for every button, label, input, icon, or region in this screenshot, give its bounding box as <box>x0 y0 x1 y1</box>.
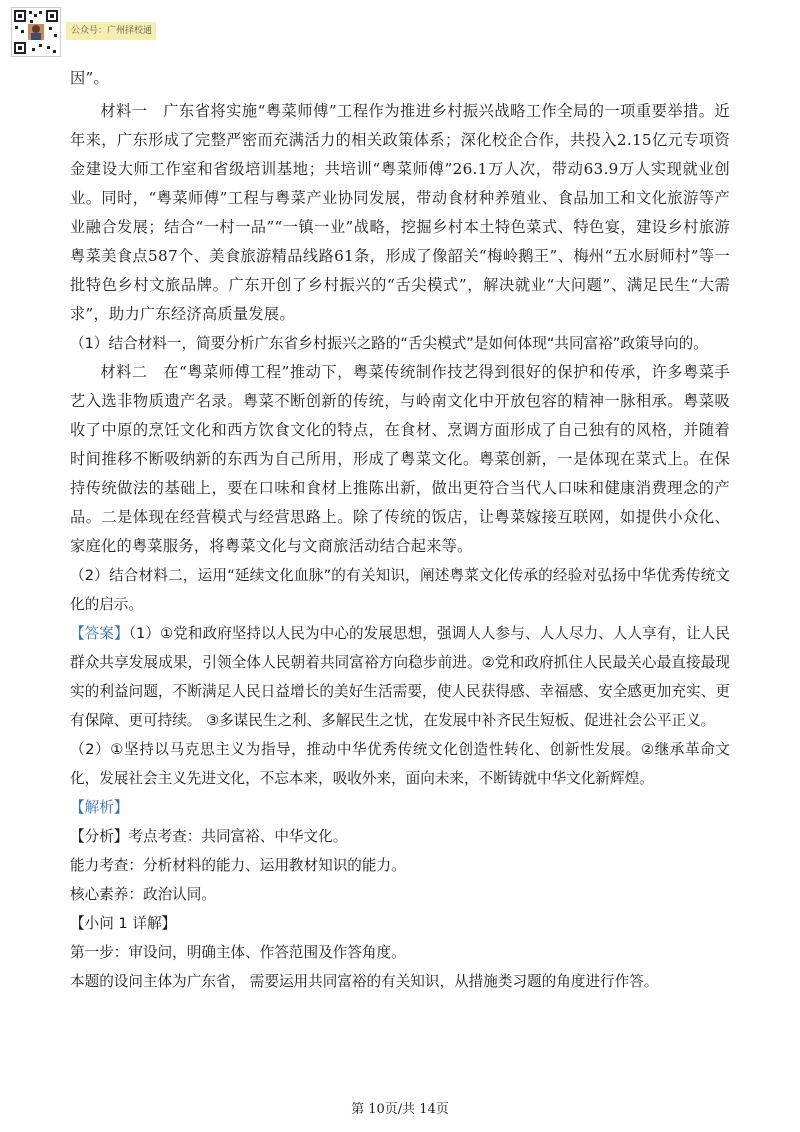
core-literacy-line: 核心素养：政治认同。 <box>70 886 216 903</box>
ability-line: 能力考查：分析材料的能力、运用教材知识的能力。 <box>70 857 406 874</box>
qr-code-image <box>11 7 61 57</box>
subquestion-heading: 【小问 1 详解】 <box>70 915 177 932</box>
badge-label: 公众号：广州择校通 <box>66 22 156 40</box>
page-number: 第 10页/共 14页 <box>351 1102 449 1117</box>
answer-tag: 【答案】 <box>70 625 129 642</box>
analysis-points: 【分析】考点考查：共同富裕、中华文化。 <box>70 828 348 845</box>
material-one: 材料一 广东省将实施“粤菜师傅”工程作为推进乡村振兴战略工作全局的一项重要举措。近年来，广东形成了完整严密而充满活力的相关政策体系；深化校企合作，共投入2.15亿元专项资金建设大师工作室和省级培训基地；共培训“粤菜师傅”26.1万人次，带动63.9万人实现就业创业。同时，“粤菜师傅”工程与粤菜产业协同发展，带动食材种养殖业、食品加工和文化旅游等产业融合发展；结合“一村一品”“一镇一业”战略，挖掘乡村本土特色菜式、特色宴，建设乡村旅游粤菜美食点587个、美食旅游精品线路61条，形成了像韶关“梅岭鹅王”、梅州“五水厨师村”等一批特色乡村文旅品牌。广东开创了乡村振兴的“舌尖模式”，解决就业“大问题”、满足民生“大需求”，助力广东经济高质量发展。 <box>70 102 730 323</box>
question-one: （1）结合材料一，简要分析广东省乡村振兴之路的“舌尖模式”是如何体现“共同富裕”政策导向的。 <box>70 335 708 352</box>
step-one: 第一步：审设问，明确主体、作答范围及作答角度。 <box>70 944 406 961</box>
analysis-tag: 【解析】 <box>70 799 129 816</box>
question-two: （2）结合材料二，运用“延续文化血脉”的有关知识，阐述粤菜文化传承的经验对弘扬中华优秀传统文化的启示。 <box>70 567 730 613</box>
step-one-detail: 本题的设问主体为广东省， 需要运用共同富裕的有关知识，从措施类习题的角度进行作答。 <box>70 973 659 990</box>
material-two: 材料二 在“粤菜师傅工程”推动下，粤菜传统制作技艺得到很好的保护和传承，许多粤菜手艺入选非物质遗产名录。粤菜不断创新的传统，与岭南文化中开放包容的精神一脉相承。粤菜吸收了中原的烹饪文化和西方饮食文化的特点，在食材、烹调方面形成了自己独有的风格，并随着时间推移不断吸纳新的东西为自己所用，形成了粤菜文化。粤菜创新，一是体现在菜式上。在保持传统做法的基础上，要在口味和食材上推陈出新，做出更符合当代人口味和健康消费理念的产品。二是体现在经营模式与经营思路上。除了传统的饭店，让粤菜嫁接互联网，如提供小众化、家庭化的粤菜服务，将粤菜文化与文商旅活动结合起来等。 <box>70 363 730 555</box>
answer-one-text: （1）①党和政府坚持以人民为中心的发展思想，强调人人参与、人人尽力、人人享有，让人民群众共享发展成果，引领全体人民朝着共同富裕方向稳步前进。②党和政府抓住人民最关心最直接最现实的利益问题，不断满足人民日益增长的美好生活需要，使人民获得感、幸福感、安全感更加充实、更有保障、更可持续。 ③多谋民生之利、多解民生之忧，在发展中补齐民生短板、促进社会公平正义。 <box>70 625 730 729</box>
answer-two: （2）①坚持以马克思主义为指导，推动中华优秀传统文化创造性转化、创新性发展。②继承革命文化，发展社会主义先进文化，不忘本来，吸收外来，面向未来，不断铸就中华文化新辉煌。 <box>70 741 730 787</box>
answer-one <box>70 619 730 735</box>
document-body <box>70 64 730 996</box>
paragraph-continuation: 因”。 <box>70 69 110 87</box>
